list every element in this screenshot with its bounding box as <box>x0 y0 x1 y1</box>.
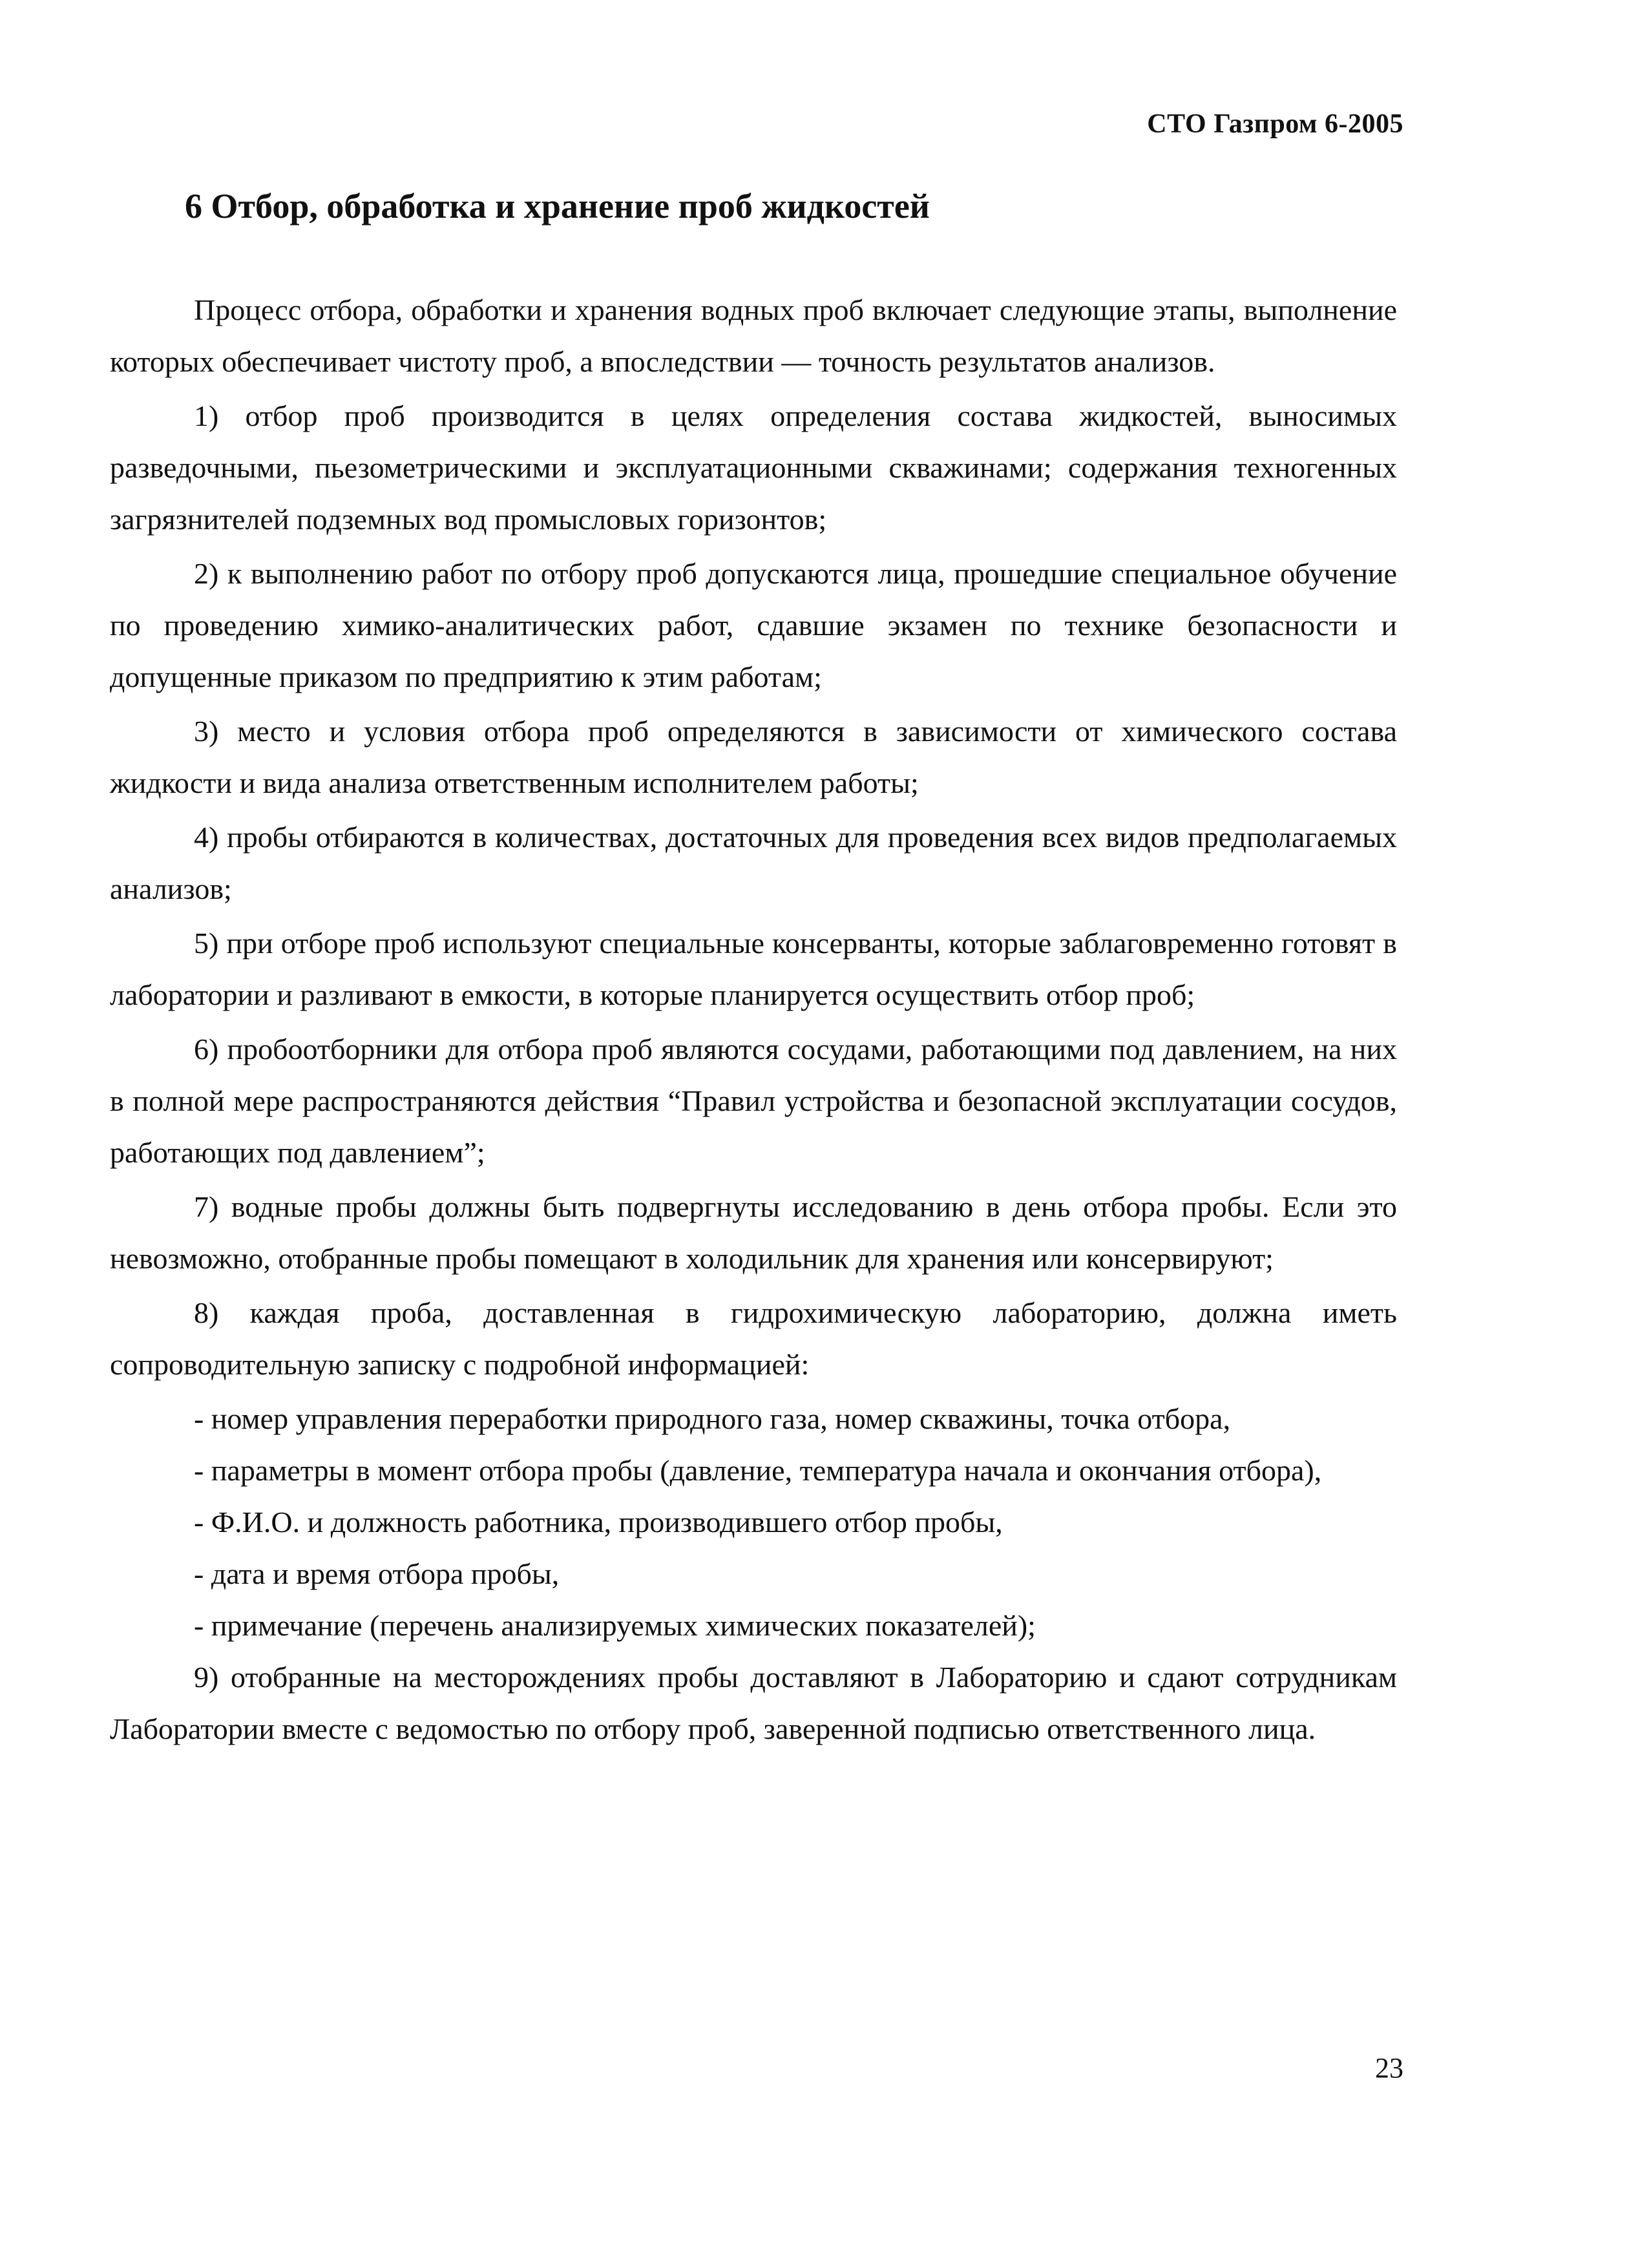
intro-paragraph: Процесс отбора, обработки и хранения водных проб включает следующие этапы, выполнение которых обеспечивает чистоту проб, а впоследствии — точность результатов анализов. <box>110 293 1397 378</box>
document-code: СТО Газпром 6-2005 <box>1147 109 1403 139</box>
list-item: 8) каждая проба, доставленная в гидрохимическую лабораторию, должна иметь сопроводительную записку с подробной информацией: <box>110 1296 1397 1381</box>
page-number: 23 <box>1375 2052 1403 2084</box>
list-item: 5) при отборе проб используют специальные консерванты, которые заблаговременно готовят в лаборатории и разливают в емкости, в которые планируется осуществить отбор проб; <box>110 927 1397 1011</box>
bullet-item: - номер управления переработки природного газа, номер скважины, точка отбора, <box>194 1402 1231 1435</box>
section-body <box>110 284 1397 1758</box>
info-bullet-list <box>110 1393 1397 1652</box>
list-item: 6) пробоотборники для отбора проб являются сосудами, работающими под давлением, на них в полной мере распространяются действия “Правил устройства и безопасной эксплуатации сосудов, работающих под давлением”; <box>110 1033 1397 1169</box>
bullet-item: - параметры в момент отбора пробы (давление, температура начала и окончания отбора), <box>194 1454 1322 1487</box>
list-item: 1) отбор проб производится в целях определения состава жидкостей, выносимых разведочными, пьезометрическими и эксплуатационными скважинами; содержания техногенных загрязнителей подземных вод промысловых горизонтов; <box>110 399 1397 536</box>
list-item: 9) отобранные на месторождениях пробы доставляют в Лабораторию и сдают сотрудникам Лаборатории вместе с ведомостью по отбору проб, заверенной подписью ответственного лица. <box>110 1661 1397 1745</box>
bullet-item: - примечание (перечень анализируемых химических показателей); <box>194 1609 1036 1642</box>
list-item: 7) водные пробы должны быть подвергнуты исследованию в день отбора пробы. Если это невозможно, отобранные пробы помещают в холодильник для хранения или консервируют; <box>110 1190 1397 1275</box>
bullet-item: - Ф.И.О. и должность работника, производившего отбор пробы, <box>194 1506 1003 1538</box>
list-item: 4) пробы отбираются в количествах, достаточных для проведения всех видов предполагаемых анализов; <box>110 821 1397 905</box>
section-title: 6 Отбор, обработка и хранение проб жидкостей <box>185 187 930 226</box>
list-item: 2) к выполнению работ по отбору проб допускаются лица, прошедшие специальное обучение по проведению химико-аналитических работ, сдавшие экзамен по технике безопасности и допущенные приказом по предприятию к этим работам; <box>110 557 1397 693</box>
bullet-item: - дата и время отбора пробы, <box>194 1557 560 1590</box>
list-item: 3) место и условия отбора проб определяются в зависимости от химического состава жидкости и вида анализа ответственным исполнителем работы; <box>110 715 1397 799</box>
